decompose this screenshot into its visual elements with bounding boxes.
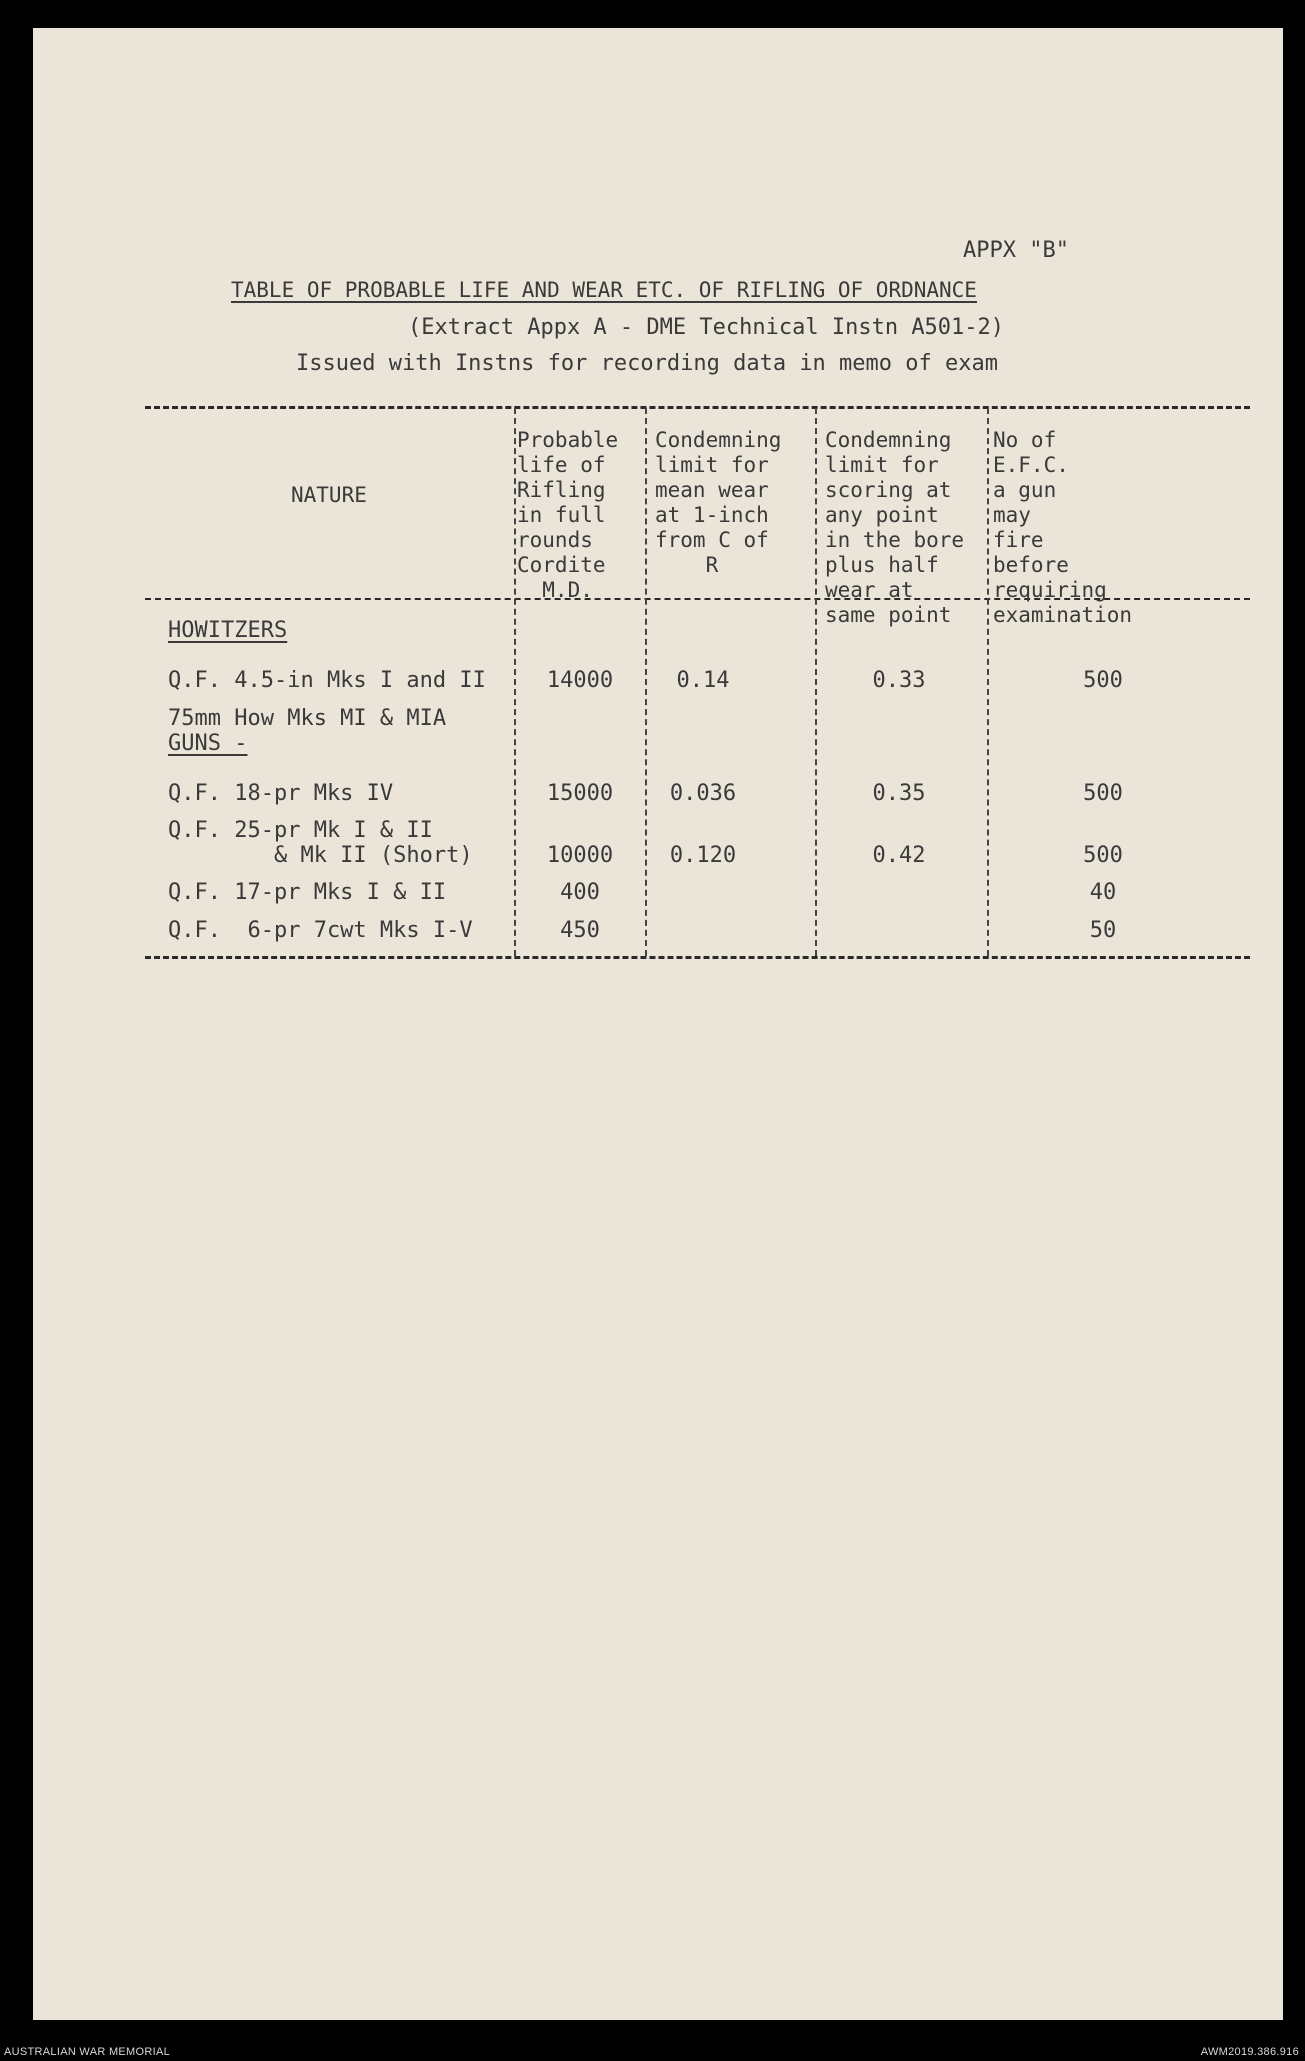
column-divider-3 — [815, 408, 817, 956]
row-life: 450 — [560, 918, 600, 943]
section-howitzers: HOWITZERS — [168, 618, 288, 643]
footer-accession-number: AWM2019.386.916 — [1200, 2046, 1299, 2058]
row-nature: Q.F. 4.5-in Mks I and II — [168, 668, 486, 693]
row-mean-wear: 0.036 — [669, 781, 737, 806]
footer-credit: AUSTRALIAN WAR MEMORIAL — [4, 2046, 171, 2058]
section-guns: GUNS - — [168, 731, 248, 756]
row-efc: 500 — [1083, 668, 1123, 693]
document-title: TABLE OF PROBABLE LIFE AND WEAR ETC. OF RIFLING OF ORDNANCE — [231, 278, 977, 302]
row-scoring: 0.42 — [872, 843, 926, 868]
row-life: 10000 — [546, 843, 614, 868]
header-life: Probable life of Rifling in full rounds Cordite M.D. — [517, 428, 619, 602]
row-mean-wear: 0.14 — [676, 668, 730, 693]
row-nature: Q.F. 17-pr Mks I & II — [168, 880, 447, 905]
header-efc: No of E.F.C. a gun may fire before requiring examination — [993, 428, 1133, 627]
header-scoring: Condemning limit for scoring at any point in the bore plus half wear at same point — [825, 428, 965, 627]
document-subtitle: (Extract Appx A - DME Technical Instn A501-2) — [408, 315, 1005, 340]
row-efc: 40 — [1089, 880, 1117, 905]
row-mean-wear: 0.120 — [669, 843, 737, 868]
row-efc: 50 — [1089, 918, 1117, 943]
header-mean-wear: Condemning limit for mean wear at 1-inch from C of R — [655, 428, 782, 577]
row-life: 14000 — [546, 668, 614, 693]
row-nature: Q.F. 6-pr 7cwt Mks I-V — [168, 918, 473, 943]
header-nature: NATURE — [291, 483, 367, 507]
row-nature: Q.F. 25-pr Mk I & II & Mk II (Short) — [168, 818, 473, 868]
row-life: 15000 — [546, 781, 614, 806]
row-scoring: 0.33 — [872, 668, 926, 693]
row-nature: Q.F. 18-pr Mks IV — [168, 781, 394, 806]
row-efc: 500 — [1083, 843, 1123, 868]
row-nature: 75mm How Mks MI & MIA — [168, 706, 447, 731]
appendix-label: APPX "B" — [963, 238, 1069, 263]
issued-note: Issued with Instns for recording data in memo of exam — [296, 351, 998, 376]
column-divider-4 — [987, 408, 989, 956]
row-life: 400 — [560, 880, 600, 905]
table-top-rule — [145, 406, 1250, 409]
document-page — [33, 28, 1283, 2020]
table-bottom-rule — [145, 956, 1250, 959]
row-efc: 500 — [1083, 781, 1123, 806]
row-scoring: 0.35 — [872, 781, 926, 806]
